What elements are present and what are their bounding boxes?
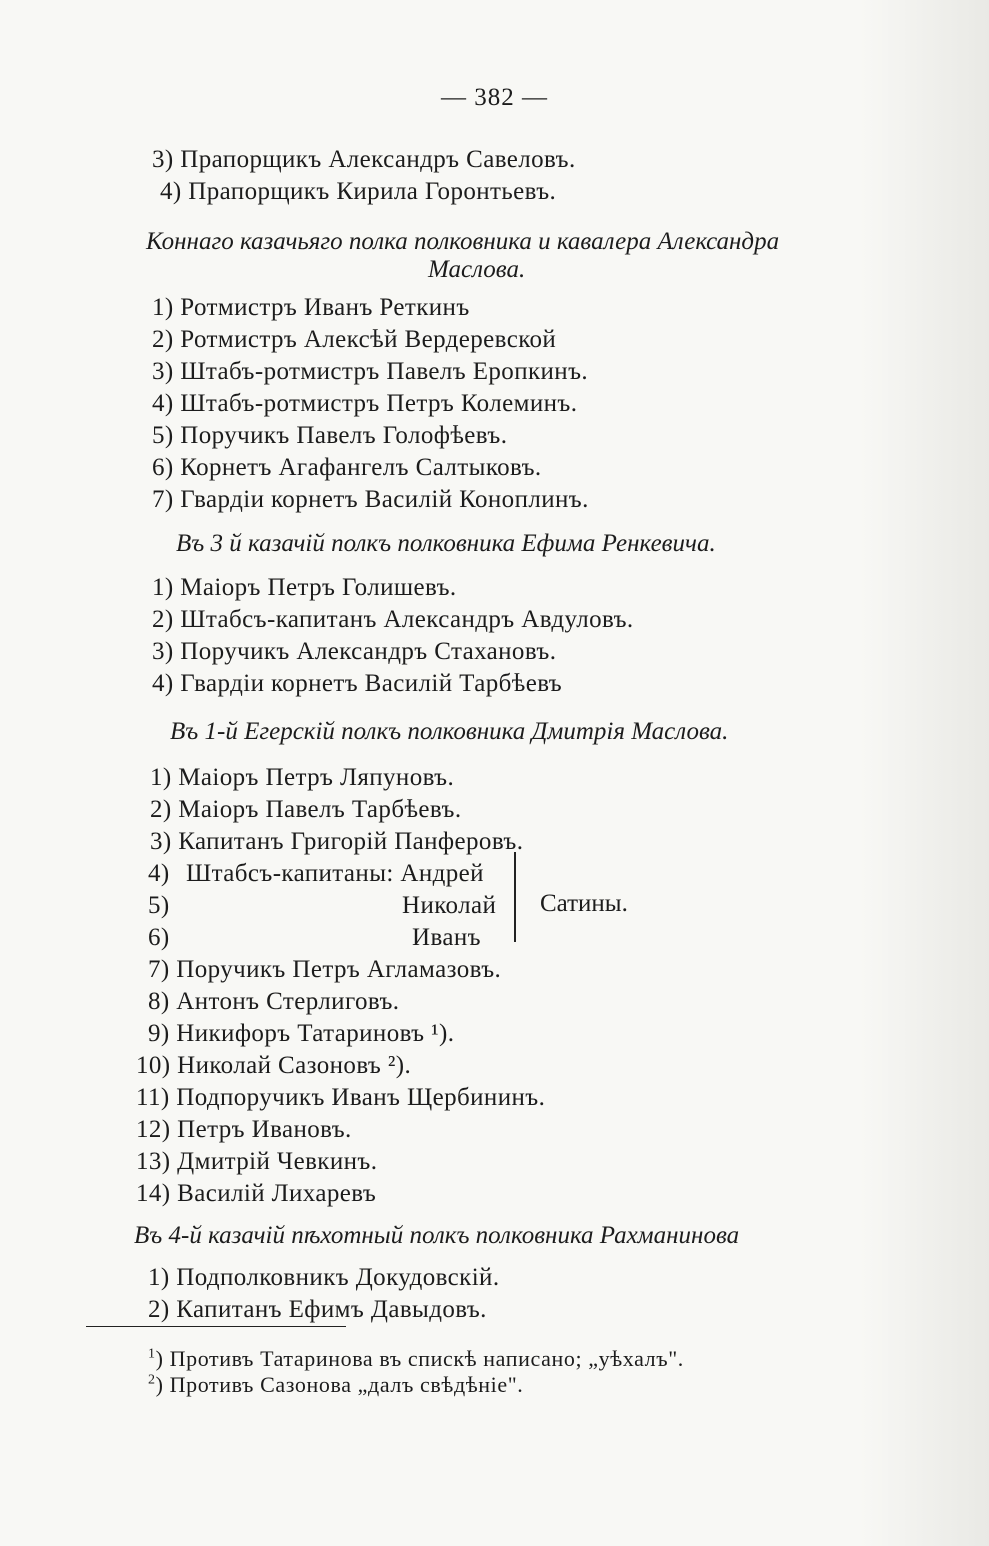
footnote-text: ) Противъ Татаринова въ спискѣ написано; „уѣхалъ". (155, 1346, 684, 1371)
list-item: 7) Гвардіи корнетъ Василій Коноплинъ. (152, 486, 589, 513)
list-item: Штабсъ-капитаны: Андрей (186, 860, 484, 887)
group-surname: Сатины. (540, 890, 628, 917)
list-item: 2) Маіоръ Павелъ Тарбѣевъ. (150, 796, 462, 823)
footnote-marker: 2 (148, 1372, 156, 1388)
list-item: 3) Штабъ-ротмистръ Павелъ Еропкинъ. (152, 358, 589, 385)
list-item-number: 4) (148, 860, 170, 887)
list-item: 1) Маіоръ Петръ Ляпуновъ. (150, 764, 455, 791)
footnote-marker: 1 (148, 1346, 156, 1362)
footnote-rule (86, 1326, 346, 1327)
list-item: 5) Поручикъ Павелъ Голофѣевъ. (152, 422, 508, 449)
list-item: 13) Дмитрій Чевкинъ. (136, 1148, 378, 1175)
list-item: 3) Капитанъ Григорій Панферовъ. (150, 828, 524, 855)
list-item: 10) Николай Сазоновъ ²). (136, 1052, 412, 1079)
section-heading: Въ 4-й казачій пѣхотный полкъ полковника Рахманинова (134, 1222, 740, 1249)
list-item: 1) Подполковникъ Докудовскій. (148, 1264, 500, 1291)
scan-shadow (859, 0, 989, 1546)
list-item: 3) Прапорщикъ Александръ Савеловъ. (152, 146, 576, 173)
list-item: 2) Ротмистръ Алексѣй Вердеревской (152, 326, 557, 353)
list-item: Николай (402, 892, 497, 919)
section-heading: Коннаго казачьяго полка полковника и кавалера Александра (146, 228, 780, 255)
list-item-number: 5) (148, 892, 170, 919)
list-item: Иванъ (412, 924, 481, 951)
list-item: 4) Прапорщикъ Кирила Горонтьевъ. (160, 178, 557, 205)
footnote (148, 1346, 684, 1372)
list-item: 9) Никифоръ Татариновъ ¹). (148, 1020, 455, 1047)
list-item: 14) Василій Лихаревъ (136, 1180, 377, 1207)
grouping-brace (514, 852, 526, 942)
list-item: 1) Маіоръ Петръ Голишевъ. (152, 574, 457, 601)
section-heading: Въ 3 й казачій полкъ полковника Ефима Ренкевича. (176, 530, 716, 557)
list-item: 2) Штабсъ-капитанъ Александръ Авдуловъ. (152, 606, 634, 633)
section-heading: Маслова. (428, 256, 526, 283)
list-item: 4) Гвардіи корнетъ Василій Тарбѣевъ (152, 670, 563, 697)
page-number: — 382 — (441, 84, 548, 111)
list-item: 3) Поручикъ Александръ Стахановъ. (152, 638, 557, 665)
section-heading: Въ 1-й Егерскій полкъ полковника Дмитрія Маслова. (170, 718, 729, 745)
list-item: 4) Штабъ-ротмистръ Петръ Колеминъ. (152, 390, 578, 417)
list-item: 1) Ротмистръ Иванъ Реткинъ (152, 294, 470, 321)
list-item-number: 6) (148, 924, 170, 951)
footnote (148, 1372, 523, 1398)
list-item: 8) Антонъ Стерлиговъ. (148, 988, 400, 1015)
list-item: 7) Поручикъ Петръ Агламазовъ. (148, 956, 502, 983)
footnote-text: ) Противъ Сазонова „далъ свѣдѣніе". (155, 1372, 524, 1397)
list-item: 6) Корнетъ Агафангелъ Салтыковъ. (152, 454, 542, 481)
list-item: 11) Подпоручикъ Иванъ Щербининъ. (136, 1084, 546, 1111)
list-item: 12) Петръ Ивановъ. (136, 1116, 352, 1143)
list-item: 2) Капитанъ Ефимъ Давыдовъ. (148, 1296, 487, 1323)
